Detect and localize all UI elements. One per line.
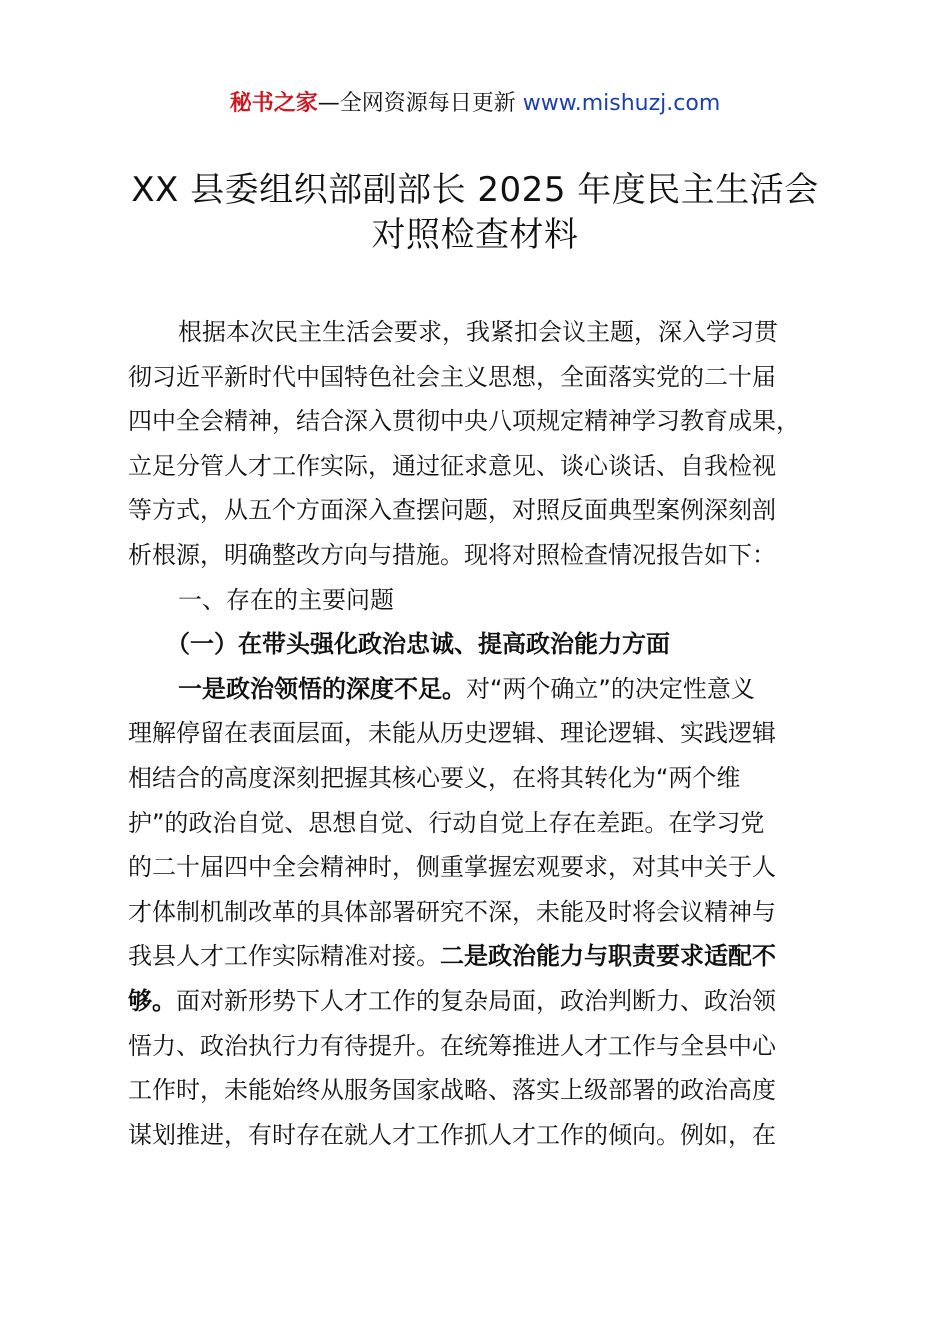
paragraph-line (128, 667, 832, 712)
header-tagline: —全网资源每日更新 (317, 91, 523, 116)
subsection-heading: （一）在带头强化政治忠诚、提高政治能力方面 (166, 630, 670, 659)
paragraph-line: 根据本次民主生活会要求，我紧扣会议主题，深入学习贯 (178, 318, 778, 346)
paragraph-line (128, 934, 832, 979)
section-heading: 一、存在的主要问题 (178, 585, 394, 614)
paragraph-text: 面对新形势下人才工作的复杂局面，政治判断力、政治领 (176, 986, 776, 1015)
paragraph-line: 理解停留在表面层面，未能从历史逻辑、理论逻辑、实践逻辑 (128, 719, 776, 748)
paragraph-line: 等方式，从五个方面深入查摆问题，对照反面典型案例深刻剖 (128, 496, 776, 525)
point-heading: 二是政治能力与职责要求适配不 (440, 942, 776, 971)
paragraph-line: 四中全会精神，结合深入贯彻中央八项规定精神学习教育成果， (128, 407, 800, 436)
point-heading-end: 够。 (128, 986, 176, 1015)
paragraph-line: 才体制机制改革的具体部署研究不深，未能及时将会议精神与 (128, 897, 776, 926)
title-line-2: 对照检查材料 (371, 215, 579, 255)
brand-name: 秘书之家 (229, 91, 318, 116)
paragraph-line: 谋划推进，有时存在就人才工作抓人才工作的倾向。例如，在 (128, 1120, 776, 1149)
paragraph-line: 析根源，明确整改方向与措施。现将对照检查情况报告如下： (128, 540, 776, 569)
paragraph-line: 悟力、政治执行力有待提升。在统筹推进人才工作与全县中心 (128, 1031, 776, 1060)
paragraph-line: 的二十届四中全会精神时，侧重掌握宏观要求，对其中关于人 (128, 853, 776, 882)
site-header (0, 88, 950, 120)
point-heading: 一是政治领悟的深度不足。 (178, 674, 466, 703)
paragraph-line: 工作时，未能始终从服务国家战略、落实上级部署的政治高度 (128, 1076, 776, 1105)
paragraph-text: 我县人才工作实际精准对接。 (128, 942, 440, 971)
paragraph-line: 彻习近平新时代中国特色社会主义思想，全面落实党的二十届 (128, 362, 776, 391)
paragraph-line (128, 979, 832, 1024)
header-url-link[interactable]: www.mishuzj.com (522, 91, 721, 116)
document-body (128, 310, 832, 1157)
document-title (100, 168, 850, 258)
paragraph-line: 相结合的高度深刻把握其核心要义，在将其转化为“两个维 (128, 763, 741, 792)
paragraph-line: 护”的政治自觉、思想自觉、行动自觉上存在差距。在学习党 (128, 808, 765, 837)
paragraph-line: 立足分管人才工作实际，通过征求意见、谈心谈话、自我检视 (128, 451, 776, 480)
title-line-1: XX 县委组织部副部长 2025 年度民主生活会 (131, 170, 819, 210)
paragraph-text: 对“两个确立”的决定性意义 (466, 674, 755, 703)
